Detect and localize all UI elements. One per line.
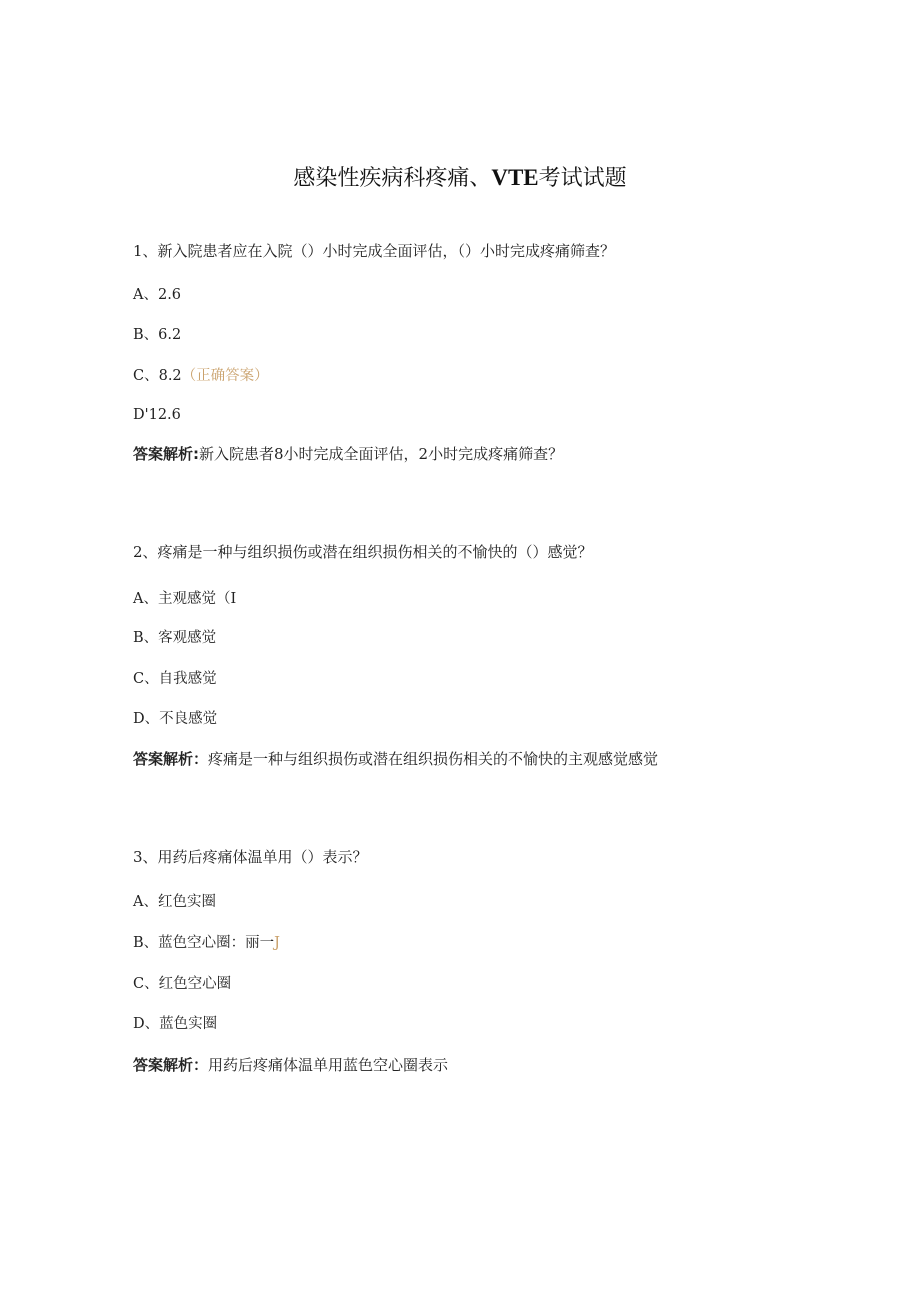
option-text: A、红色实圈 [133, 894, 216, 910]
question-1-option-c[interactable] [133, 364, 269, 388]
option-text: A、主观感觉（I [133, 591, 237, 607]
option-text: D、不良感觉 [133, 711, 218, 727]
question-3-option-b[interactable] [133, 931, 280, 955]
question-3-stem: 3、用药后疼痛体温单用（）表示？ [133, 848, 368, 866]
option-text: B、客观感觉 [133, 630, 217, 646]
correct-answer-mark: J [274, 935, 280, 951]
question-3-option-d[interactable] [133, 1012, 217, 1036]
title-suffix: 考试试题 [538, 166, 627, 191]
title-prefix: 感染性疾病科疼痛、 [293, 166, 492, 191]
question-1-option-b[interactable] [133, 323, 181, 347]
option-text: D、蓝色实圈 [133, 1016, 218, 1032]
option-text: C、红色空心圈 [133, 976, 232, 992]
correct-answer-mark: （正确答案） [181, 368, 269, 384]
option-text: B、蓝色空心圈：丽一 [133, 935, 275, 951]
question-3-option-a[interactable] [133, 890, 216, 914]
question-1-analysis [133, 442, 563, 466]
question-2-option-a[interactable] [133, 587, 236, 611]
option-text: D'12.6 [133, 407, 181, 423]
question-1-option-a[interactable] [133, 283, 181, 307]
question-2-option-c[interactable] [133, 667, 217, 691]
question-2-option-d[interactable] [133, 707, 217, 731]
question-2-stem: 2、疼痛是一种与组织损伤或潜在组织损伤相关的不愉快的（）感觉？ [133, 543, 593, 561]
analysis-text: 新入院患者8小时完成全面评估，2小时完成疼痛筛查？ [199, 445, 564, 463]
option-text: C、自我感觉 [133, 671, 217, 687]
title-bold: VTE [491, 165, 539, 190]
analysis-label: 答案解析: [133, 445, 199, 463]
analysis-text: 疼痛是一种与组织损伤或潜在组织损伤相关的不愉快的主观感觉感觉 [208, 750, 659, 768]
analysis-label: 答案解析： [133, 1056, 209, 1074]
option-text: C、8.2 [133, 368, 182, 384]
option-text: B、6.2 [133, 327, 182, 343]
analysis-text: 用药后疼痛体温单用蓝色空心圈表示 [208, 1056, 449, 1074]
analysis-label: 答案解析： [133, 750, 209, 768]
question-2-analysis [133, 747, 658, 771]
question-3-option-c[interactable] [133, 972, 231, 996]
question-1-option-d[interactable] [133, 403, 181, 427]
question-2-option-b[interactable] [133, 626, 216, 650]
question-3-analysis [133, 1053, 448, 1077]
document-title [0, 162, 920, 195]
option-text: A、2.6 [133, 287, 182, 303]
question-1-stem: 1、新入院患者应在入院（）小时完成全面评估，（）小时完成疼痛筛查？ [133, 242, 616, 260]
